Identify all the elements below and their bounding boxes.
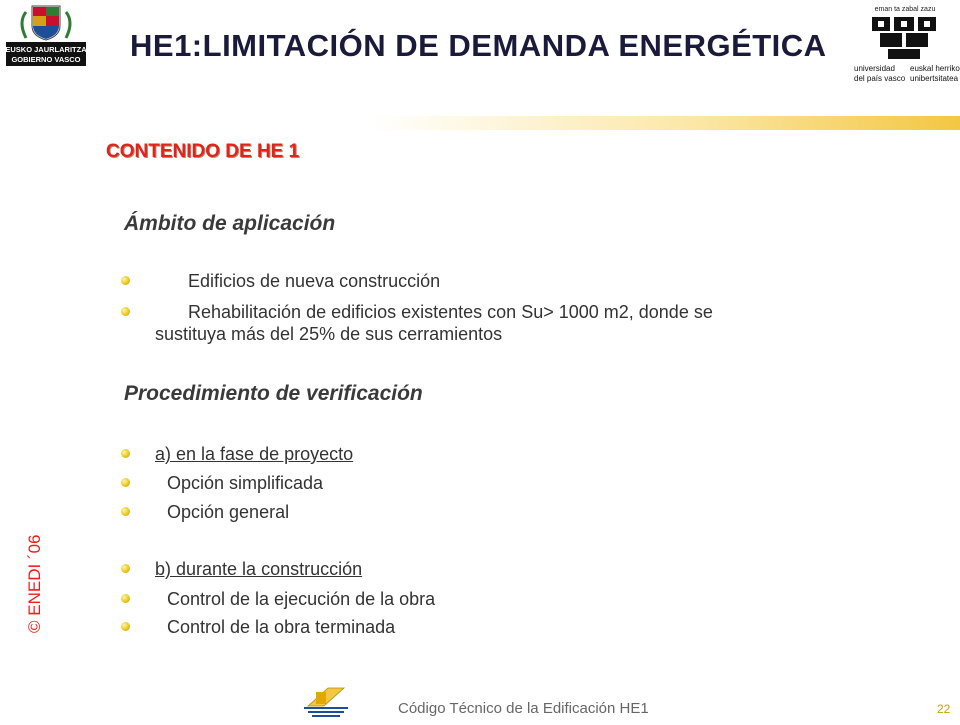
list-item: Edificios de nueva construcción (188, 271, 441, 291)
bullet-icon (121, 507, 130, 516)
list-item: Opción general (167, 502, 290, 522)
list-item-subheading: b) durante la construcción (155, 559, 363, 579)
bullet-icon (121, 594, 130, 603)
footer-text: Código Técnico de la Edificación HE1 (398, 700, 649, 717)
svg-text:del país vasco: del país vasco (854, 74, 906, 83)
list-item: Control de la obra terminada (167, 617, 396, 637)
list-item: Control de la ejecución de la obra (167, 589, 436, 609)
svg-text:universidad: universidad (854, 64, 895, 73)
svg-text:GOBIERNO VASCO: GOBIERNO VASCO (11, 55, 81, 64)
svg-text:unibertsitatea: unibertsitatea (910, 74, 959, 83)
bullet-icon (121, 449, 130, 458)
section-title: CONTENIDO DE HE 1 (106, 141, 300, 162)
bullet-icon (121, 276, 130, 285)
list-item: Rehabilitación de edificios existentes con Su> 1000 m2, donde se (188, 302, 713, 322)
heading-procedimiento: Procedimiento de verificación (124, 382, 423, 405)
page-number: 22 (937, 702, 951, 716)
bullet-icon (121, 622, 130, 631)
gold-gradient-band (370, 116, 960, 130)
gobierno-vasco-logo (6, 4, 86, 66)
copyright-label: © ENEDI ´06 (25, 534, 44, 633)
svg-text:eman ta zabal zazu: eman ta zabal zazu (874, 6, 936, 13)
heading-ambito: Ámbito de aplicación (124, 212, 336, 235)
list-item-continuation: sustituya más del 25% de sus cerramientos (155, 324, 503, 344)
bullet-icon (121, 564, 130, 573)
list-item: Opción simplificada (167, 473, 324, 493)
list-item-subheading: a) en la fase de proyecto (155, 444, 354, 464)
page-title: HE1:LIMITACIÓN DE DEMANDA ENERGÉTICA (130, 28, 827, 63)
svg-text:euskal herriko: euskal herriko (910, 64, 960, 73)
cte-logo (298, 684, 354, 720)
upv-ehu-logo (850, 2, 960, 92)
bullet-icon (121, 307, 130, 316)
svg-text:EUSKO JAURLARITZA: EUSKO JAURLARITZA (6, 45, 86, 54)
bullet-icon (121, 478, 130, 487)
